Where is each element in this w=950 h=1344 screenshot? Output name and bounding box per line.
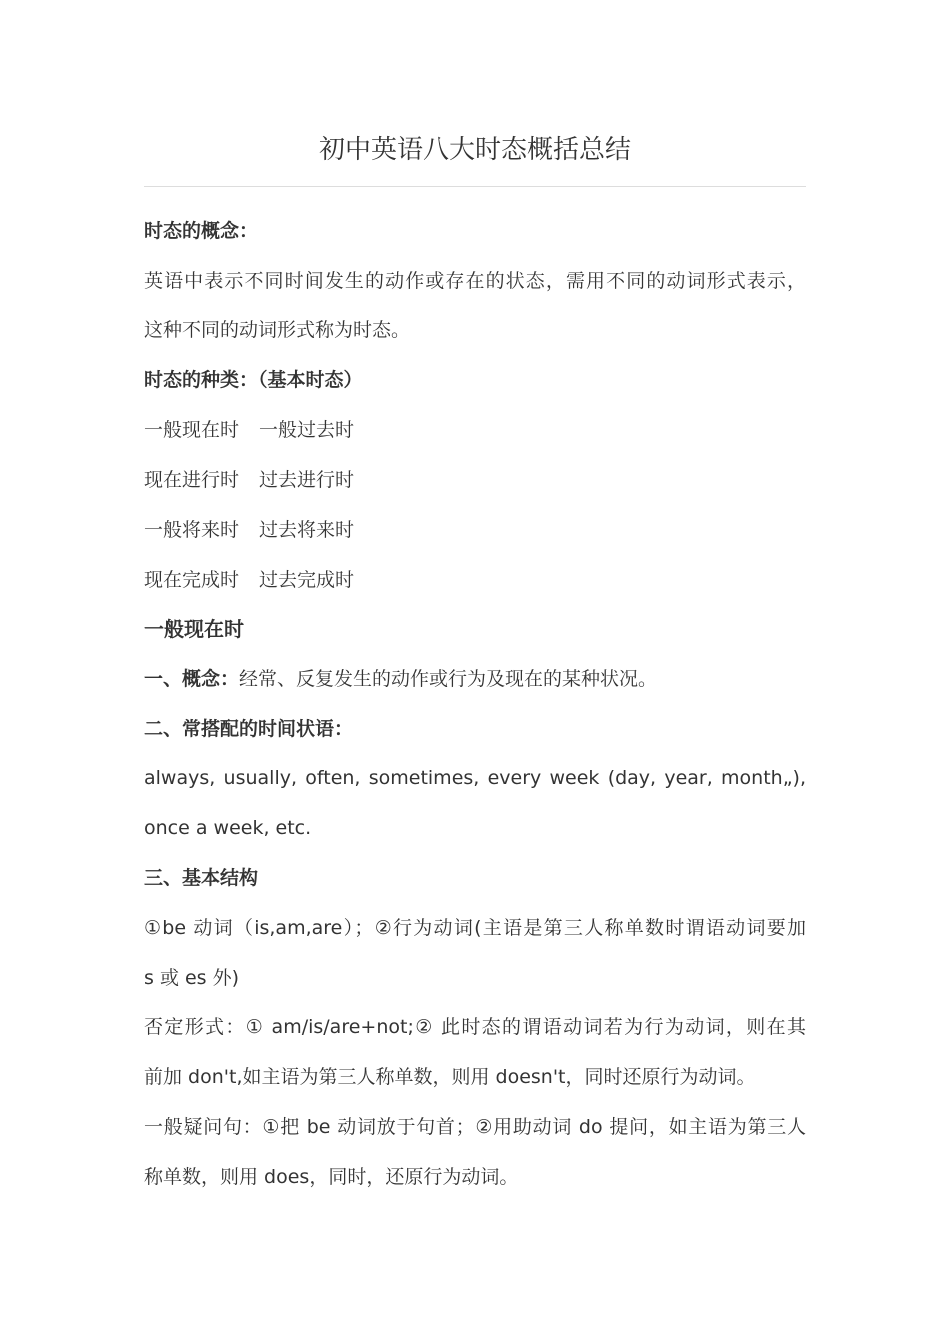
types-heading: 时态的种类：（基本时态） bbox=[144, 369, 363, 391]
tense-right: 过去完成时 bbox=[259, 569, 355, 591]
tense-left: 现在进行时 bbox=[144, 469, 240, 491]
structure-line-1: ①be 动词（is,am,are）；②行为动词(主语是第三人称单数时谓语动词要加 bbox=[144, 917, 806, 939]
item-concept bbox=[144, 664, 806, 694]
tense-right: 过去将来时 bbox=[259, 519, 355, 541]
item-adverbs-label: 二、常搭配的时间状语： bbox=[144, 718, 354, 740]
structure-line-2: s 或 es 外) bbox=[144, 967, 240, 989]
section-heading: 一般现在时 bbox=[144, 617, 244, 641]
tense-row bbox=[144, 515, 806, 545]
item-structure-label: 三、基本结构 bbox=[144, 867, 259, 889]
question-line-1: 一般疑问句：①把 be 动词放于句首；②用助动词 do 提问，如主语为第三人 bbox=[144, 1116, 806, 1138]
tense-left: 一般将来时 bbox=[144, 519, 240, 541]
document-title: 初中英语八大时态概括总结 bbox=[318, 135, 631, 165]
title-divider bbox=[144, 186, 806, 187]
negative-line-1: 否定形式：① am/is/are+not;② 此时态的谓语动词若为行为动词，则在其 bbox=[144, 1016, 806, 1038]
tense-left: 一般现在时 bbox=[144, 419, 240, 441]
item-concept-text: 经常、反复发生的动作或行为及现在的某种状况。 bbox=[239, 668, 658, 690]
tense-row bbox=[144, 415, 806, 445]
concept-text-line-2: 这种不同的动词形式称为时态。 bbox=[144, 319, 411, 341]
tense-left: 现在完成时 bbox=[144, 569, 240, 591]
concept-heading: 时态的概念： bbox=[144, 220, 259, 242]
adverbs-line-2: once a week, etc. bbox=[144, 817, 312, 839]
question-line-2: 称单数，则用 does，同时，还原行为动词。 bbox=[144, 1166, 519, 1188]
concept-text-line-1: 英语中表示不同时间发生的动作或存在的状态，需用不同的动词形式表示， bbox=[144, 270, 806, 292]
tense-row bbox=[144, 465, 806, 495]
negative-line-2: 前加 don't,如主语为第三人称单数，则用 doesn't，同时还原行为动词。 bbox=[144, 1066, 756, 1088]
tense-row bbox=[144, 565, 806, 595]
item-concept-label: 一、概念： bbox=[144, 668, 240, 690]
adverbs-line-1: always, usually, often, sometimes, every week (day, year, month„), bbox=[144, 767, 806, 789]
tense-right: 过去进行时 bbox=[259, 469, 355, 491]
tense-right: 一般过去时 bbox=[259, 419, 355, 441]
